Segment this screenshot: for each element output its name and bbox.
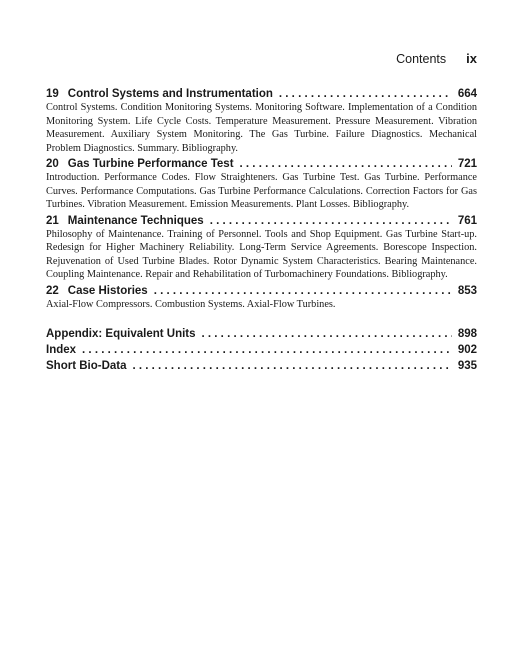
- toc-chapter-heading[interactable]: [46, 214, 477, 228]
- chapter-title: Control Systems and Instrumentation: [67, 88, 273, 100]
- backmatter-page: 902: [457, 344, 477, 356]
- toc-appendix-entry[interactable]: [46, 326, 477, 342]
- chapter-number: 22: [46, 284, 59, 297]
- dot-leader: [279, 87, 452, 101]
- chapter-description: Philosophy of Maintenance. Training of Personnel. Tools and Shop Equipment. Gas Turbine Start-up. Redesign for Higher Machinery Reliability. Long-Term Service Agreements. Borescope Inspection. Rejuvenation of Used Turbine Blades. Rotor Dynamic System Characteristics. Bearing Maintenance. Coupling Maintenance. Repair and Rehabilitation of Turbomachinery Foundations. Bibliography.: [46, 228, 477, 280]
- dot-leader: [240, 157, 452, 171]
- running-head-title: Contents: [396, 52, 447, 66]
- toc-bio-data-entry[interactable]: [46, 358, 477, 374]
- chapter-number: 19: [46, 88, 59, 100]
- toc-backmatter: [46, 326, 477, 374]
- dot-leader: [154, 284, 452, 298]
- chapter-title: Case Histories: [67, 284, 148, 297]
- backmatter-title: Appendix: Equivalent Units: [46, 328, 196, 340]
- table-of-contents: [46, 87, 477, 374]
- chapter-description: Introduction. Performance Codes. Flow Straighteners. Gas Turbine Test. Gas Turbine. Performance Curves. Performance Computations. Gas Turbine Performance Calculations. Correction Factors for Gas Turbines. Vibration Measurement. Emission Measurements. Plant Losses. Bibliography.: [46, 172, 477, 210]
- chapter-number: 21: [46, 214, 59, 227]
- toc-chapter-19: [46, 87, 477, 155]
- toc-chapter-heading[interactable]: [46, 87, 477, 101]
- toc-chapter-heading[interactable]: [46, 157, 477, 171]
- dot-leader: [202, 326, 452, 342]
- running-head: [396, 51, 477, 66]
- backmatter-title: Short Bio-Data: [46, 360, 127, 372]
- toc-chapter-21: [46, 214, 477, 282]
- toc-chapter-20: [46, 157, 477, 212]
- chapter-page: 853: [457, 284, 477, 297]
- chapter-title: Gas Turbine Performance Test: [67, 158, 234, 170]
- chapter-description: Control Systems. Condition Monitoring Systems. Monitoring Software. Implementation of a Condition Monitoring System. Life Cycle Costs. Temperature Measurement. Pressure Measurement. Vibration Measurement. Auxiliary System Monitoring. The Gas Turbine. Failure Diagnostics. Mechanical Problem Diagnostics. Summary. Bibliography.: [46, 102, 477, 154]
- dot-leader: [133, 358, 452, 374]
- chapter-number: 20: [46, 158, 59, 170]
- running-head-page-number: ix: [466, 51, 477, 66]
- dot-leader: [82, 342, 452, 358]
- chapter-page: 721: [457, 158, 477, 170]
- toc-chapter-heading[interactable]: [46, 284, 477, 298]
- backmatter-page: 935: [457, 360, 477, 372]
- chapter-page: 664: [457, 88, 477, 100]
- toc-chapter-22: [46, 284, 477, 312]
- chapter-description: Axial-Flow Compressors. Combustion Systems. Axial-Flow Turbines.: [46, 298, 336, 310]
- dot-leader: [210, 214, 452, 228]
- backmatter-title: Index: [46, 344, 77, 356]
- backmatter-page: 898: [457, 328, 477, 340]
- toc-index-entry[interactable]: [46, 342, 477, 358]
- chapter-title: Maintenance Techniques: [67, 214, 204, 227]
- chapter-page: 761: [457, 214, 477, 227]
